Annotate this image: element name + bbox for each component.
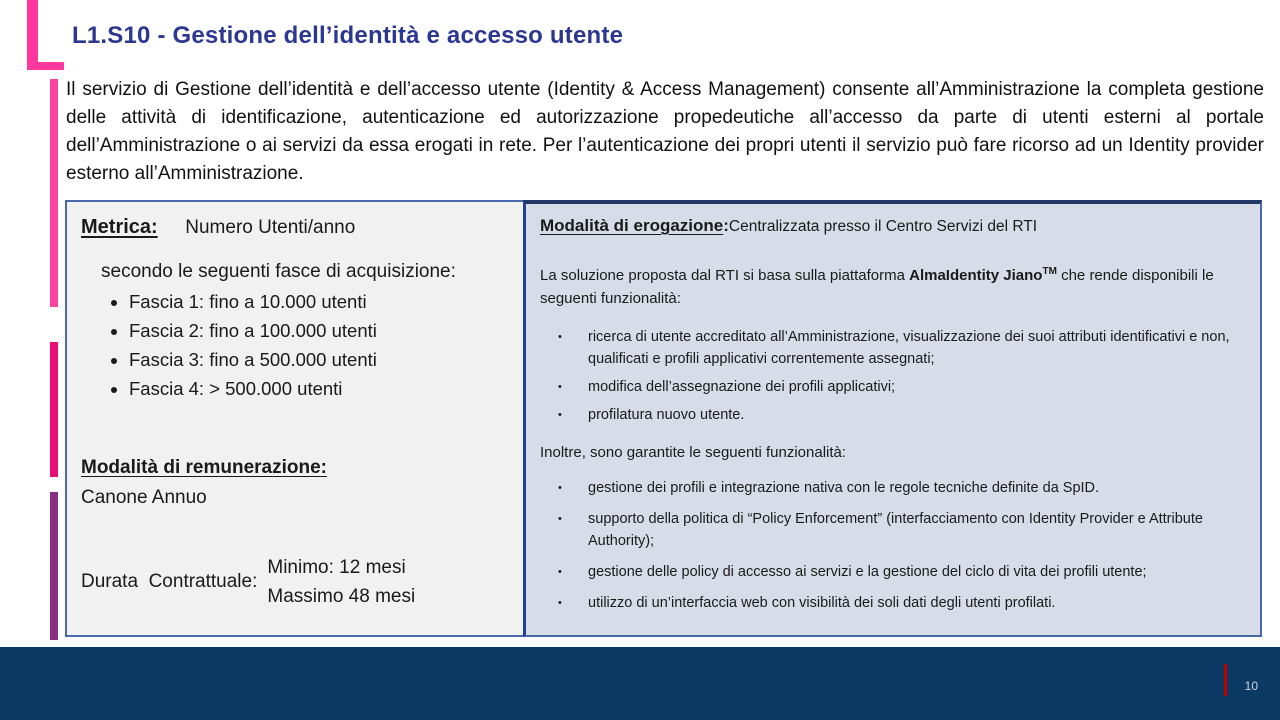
list-item: • Fascia 1: fino a 10.000 utenti	[129, 287, 507, 316]
metric-label: Metrica:	[81, 216, 158, 238]
page-number: 10	[1244, 679, 1258, 693]
remuneration-label: Modalità di remunerazione:	[81, 457, 327, 478]
list-item: • supporto della politica di “Policy Enforcement” (interfacciamento con Identity Provider e Attribute Authority);	[588, 508, 1242, 552]
footer-red-divider	[1224, 664, 1227, 696]
accent-bar-middle	[50, 342, 58, 477]
intro-paragraph: Il servizio di Gestione dell’identità e dell’accesso utente (Identity & Access Management) consente all’Amministrazione la completa gestione delle attività di identificazione, autenticazione ed autorizzazione propedeutiche all’accesso da parte di utenti esterni al portale dell’Amministrazione o ai servizi da essa erogati in rete. Per l’autenticazione dei propri utenti il servizio può fare ricorso ad un Identity provider esterno all’Amministrazione.	[66, 79, 1264, 184]
remuneration-value: Canone Annuo	[81, 487, 207, 508]
accent-bar-bottom	[50, 492, 58, 640]
duration-label: Durata Contrattuale:	[81, 571, 258, 592]
erogation-line	[540, 216, 1242, 236]
metric-subtitle: secondo le seguenti fasce di acquisizione:	[101, 261, 456, 282]
metric-panel	[65, 200, 523, 637]
trademark-superscript: TM	[1042, 266, 1057, 277]
metric-line	[81, 216, 507, 239]
features-list-2	[540, 477, 1242, 614]
contract-duration-row	[81, 553, 507, 611]
solution-intro-post: che rende disponibili le seguenti funzionalità:	[540, 267, 1214, 307]
list-item: • Fascia 4: > 500.000 utenti	[129, 374, 507, 403]
duration-max: Massimo 48 mesi	[267, 586, 416, 607]
accent-bar-intro	[50, 79, 58, 307]
solution-intro-pre: La soluzione proposta dal RTI si basa sulla piattaforma	[540, 267, 910, 284]
erogation-label: Modalità di erogazione	[540, 216, 724, 235]
features-list-1	[540, 326, 1242, 426]
list-item: • utilizzo di un’interfaccia web con visibilità dei soli dati degli utenti profilati.	[588, 592, 1242, 614]
page-title: L1.S10 - Gestione dell’identità e accesso utente	[72, 22, 624, 49]
list-item: • modifica dell’assegnazione dei profili applicativi;	[588, 376, 1242, 398]
corner-accent-mark	[27, 0, 64, 70]
list-item: • gestione dei profili e integrazione nativa con le regole tecniche definite da SpID.	[588, 477, 1242, 499]
duration-min: Minimo: 12 mesi	[267, 557, 406, 578]
solution-platform-name: AlmaIdentity Jiano	[909, 267, 1043, 284]
fasce-list	[81, 287, 507, 403]
list-item: • gestione delle policy di accesso ai servizi e la gestione del ciclo di vita dei profili utente;	[588, 561, 1242, 583]
erogation-value: Centralizzata presso il Centro Servizi del RTI	[728, 218, 1038, 235]
erogation-panel	[523, 200, 1262, 637]
metric-value: Numero Utenti/anno	[185, 217, 356, 238]
more-features-label: Inoltre, sono garantite le seguenti funzionalità:	[540, 444, 847, 461]
erogation-separator: :	[723, 216, 729, 235]
footer-bar	[0, 647, 1280, 720]
duration-values	[267, 553, 415, 611]
list-item: • Fascia 3: fino a 500.000 utenti	[129, 345, 507, 374]
list-item: • ricerca di utente accreditato all’Amministrazione, visualizzazione dei suoi attributi identificativi e non, qualificati e profili applicativi correntemente assegnati;	[588, 326, 1242, 370]
list-item: • Fascia 2: fino a 100.000 utenti	[129, 316, 507, 345]
list-item: • profilatura nuovo utente.	[588, 404, 1242, 426]
solution-paragraph	[540, 260, 1230, 310]
